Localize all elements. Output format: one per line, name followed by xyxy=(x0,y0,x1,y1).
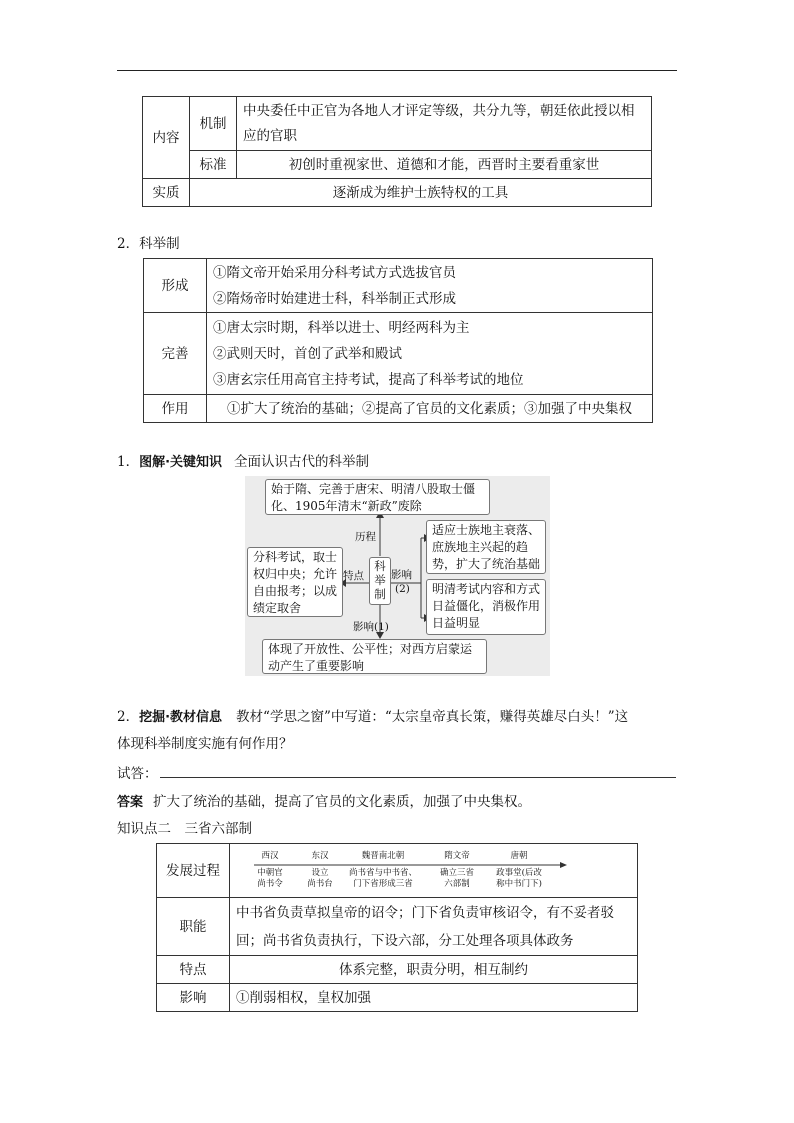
answer-line[interactable] xyxy=(160,777,676,778)
timeline-item xyxy=(426,851,488,890)
section1-rest: 全面认识古代的科举制 xyxy=(234,454,370,470)
history-box: 始于隋、完善于唐宋、明清八股取士僵化、1905年清末“新政”废除 xyxy=(265,479,490,515)
mechanism-label: 机制 xyxy=(190,97,237,151)
feature-label: 特点 xyxy=(157,956,230,984)
keju-row-line: ①扩大了统治的基础；②提高了官员的文化素质；③加强了中央集权 xyxy=(207,395,653,423)
development-label: 发展过程 xyxy=(157,844,230,898)
influence1-label: 影响(1) xyxy=(353,621,389,633)
timeline-era: 唐朝 xyxy=(510,850,528,861)
keju-row-label: 完善 xyxy=(144,313,207,395)
timeline-desc: 六部制 xyxy=(444,878,470,889)
jiupin-table xyxy=(142,96,652,207)
section2-text2: 体现科举制度实施有何作用？ xyxy=(117,736,293,752)
keju-row-line: ①唐太宗时期，科举以进士、明经两科为主 xyxy=(213,319,470,336)
section2-text1: 教材“学思之窗”中写道：“太宗皇帝真长策，赚得英雄尽白头！”这 xyxy=(236,709,629,725)
influence2-box2: 明清考试内容和方式日益僵化，消极作用日益明显 xyxy=(426,579,546,635)
header-rule xyxy=(117,70,677,71)
influence1-box: 体现了开放性、公平性；对西方启蒙运动产生了重要影响 xyxy=(262,639,487,674)
keju-row-line: ①隋文帝开始采用分科考试方式选拔官员 xyxy=(213,264,456,281)
mechanism-text: 中央委任中正官为各地人才评定等级，共分九等，朝廷依此授以相应的官职 xyxy=(237,97,652,151)
timeline-era: 东汉 xyxy=(311,850,329,861)
content-label: 内容 xyxy=(143,97,190,179)
feature-text: 体系完整，职责分明，相互制约 xyxy=(230,956,638,984)
keju-center: 科举制 xyxy=(369,557,391,605)
section2-num: 2． xyxy=(117,709,140,725)
timeline-desc: 称中书门下) xyxy=(496,878,542,889)
function-line2: 回；尚书省负责执行，下设六部，分工处理各项具体政务 xyxy=(236,932,574,949)
keju-diagram xyxy=(245,476,550,676)
knowledge-point-2: 知识点二 三省六部制 xyxy=(117,821,252,837)
timeline-era: 西汉 xyxy=(261,850,279,861)
answer-try-label: 试答： xyxy=(117,766,158,782)
keju-table xyxy=(143,258,653,423)
answer xyxy=(117,790,531,810)
section1-heading xyxy=(117,450,369,470)
section1-num: 1． xyxy=(117,454,140,470)
influence2-box1: 适应士族地主衰落、庶族地主兴起的趋势，扩大了统治基础 xyxy=(426,520,546,574)
essence-text: 逐渐成为维护士族特权的工具 xyxy=(190,179,652,207)
timeline-desc: 尚书令 xyxy=(257,878,283,889)
timeline-desc: 设立 xyxy=(311,867,329,878)
influence-text: ①削弱相权，皇权加强 xyxy=(230,984,638,1012)
timeline-desc: 政事堂(后改 xyxy=(496,867,542,878)
keju-row-line: ②隋炀帝时始建进士科，科举制正式形成 xyxy=(213,290,456,307)
essence-label: 实质 xyxy=(143,179,190,207)
answer-label: 答案 xyxy=(117,795,144,810)
function-label: 职能 xyxy=(157,898,230,956)
timeline-era: 隋文帝 xyxy=(444,850,470,861)
sansheng-table xyxy=(156,843,638,1012)
keju-row-label: 作用 xyxy=(144,395,207,423)
keju-row-label: 形成 xyxy=(144,259,207,313)
section1-bold: 图解·关键知识 xyxy=(139,455,223,470)
timeline-desc: 尚书台 xyxy=(307,878,333,889)
timeline-desc: 确立三省 xyxy=(439,867,474,878)
timeline-era: 魏晋南北朝 xyxy=(361,850,405,861)
answer-text: 扩大了统治的基础，提高了官员的文化素质，加强了中央集权。 xyxy=(153,794,532,810)
standard-label: 标准 xyxy=(190,151,237,179)
function-line1: 中书省负责草拟皇帝的诏令；门下省负责审核诏令，有不妥者驳 xyxy=(236,904,614,921)
influence-label: 影响 xyxy=(157,984,230,1012)
keju-row-line: ②武则天时，首创了武举和殿试 xyxy=(213,345,402,362)
influence2-label: 影响 xyxy=(391,569,412,581)
timeline-desc: 中朝官 xyxy=(257,867,283,878)
features-label: 特点 xyxy=(343,570,364,582)
timeline-item xyxy=(484,851,554,890)
timeline-desc: 尚书省与中书省、 xyxy=(348,867,417,878)
influence2-num: (2) xyxy=(395,583,410,595)
timeline-desc: 门下省形成三省 xyxy=(353,878,413,889)
keju-row-line: ③唐玄宗任用高官主持考试，提高了科举考试的地位 xyxy=(213,371,524,388)
development-timeline xyxy=(234,849,633,893)
section2-question xyxy=(117,704,687,758)
history-label: 历程 xyxy=(355,531,376,543)
keju-heading: 2．科举制 xyxy=(117,236,180,252)
standard-text: 初创时重视家世、道德和才能，西晋时主要看重家世 xyxy=(237,151,652,179)
section2-bold: 挖掘·教材信息 xyxy=(139,710,223,725)
timeline-item xyxy=(342,851,424,890)
features-box: 分科考试，取士权归中央；允许自由报考；以成绩定取舍 xyxy=(247,547,343,617)
